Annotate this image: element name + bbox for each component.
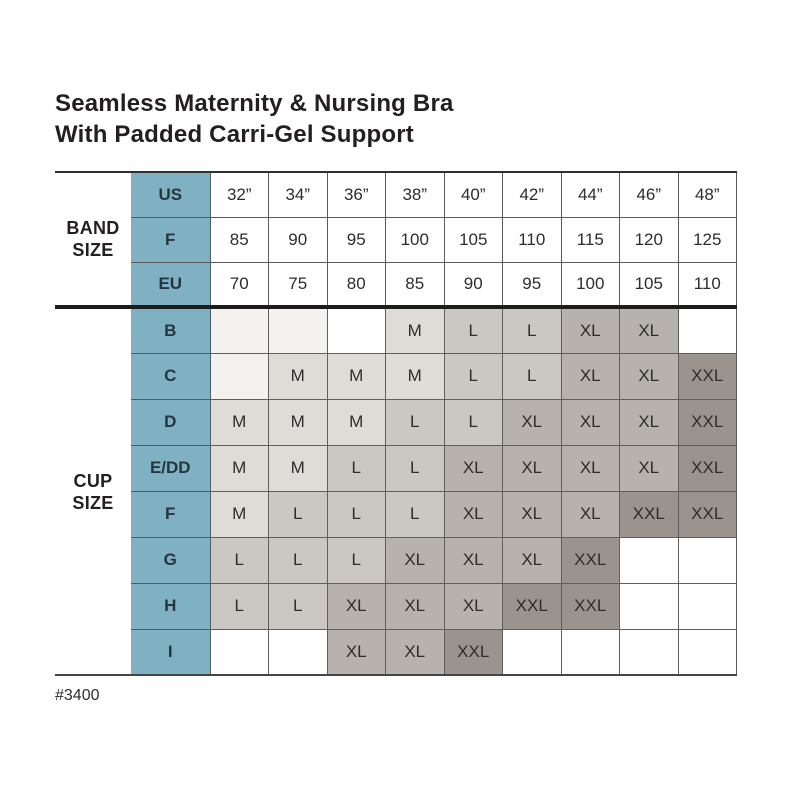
cell-h-46 [620,583,679,629]
cell-e-dd-48: XXL [678,445,737,491]
cup-row-f [55,491,737,537]
row-header-g: G [131,537,210,583]
band-row-us [55,172,737,217]
cell-h-48 [678,583,737,629]
cell-b-40: L [444,307,503,353]
cell-e-dd-34: M [269,445,328,491]
cell-eu-32: 70 [210,262,269,307]
cell-d-42: XL [503,399,562,445]
cell-eu-48: 110 [678,262,737,307]
cell-b-34 [269,307,328,353]
row-header-f: F [131,491,210,537]
cell-eu-42: 95 [503,262,562,307]
cell-c-42: L [503,353,562,399]
title-line-2: With Padded Carri-Gel Support [55,121,414,148]
cell-d-38: L [386,399,445,445]
row-header-us: US [131,172,210,217]
page-title [55,88,454,150]
cell-f-36: 95 [327,217,386,262]
cell-us-32: 32” [210,172,269,217]
cell-f-32: M [210,491,269,537]
cell-f-46: 120 [620,217,679,262]
cell-d-46: XL [620,399,679,445]
cell-e-dd-36: L [327,445,386,491]
title-line-1: Seamless Maternity & Nursing Bra [55,90,454,117]
cell-eu-38: 85 [386,262,445,307]
cell-b-32 [210,307,269,353]
cell-us-48: 48” [678,172,737,217]
cell-f-40: XL [444,491,503,537]
cell-g-42: XL [503,537,562,583]
cell-b-44: XL [561,307,620,353]
cell-f-46: XXL [620,491,679,537]
cell-g-34: L [269,537,328,583]
cup-row-e-dd [55,445,737,491]
cup-row-d [55,399,737,445]
cell-d-36: M [327,399,386,445]
cell-f-48: 125 [678,217,737,262]
row-header-h: H [131,583,210,629]
cell-b-36 [327,307,386,353]
cell-i-32 [210,629,269,675]
cell-eu-34: 75 [269,262,328,307]
cell-us-42: 42” [503,172,562,217]
cup-row-i [55,629,737,675]
cell-b-38: M [386,307,445,353]
cell-f-48: XXL [678,491,737,537]
cell-i-38: XL [386,629,445,675]
size-table [55,171,737,676]
cell-f-34: L [269,491,328,537]
cell-i-46 [620,629,679,675]
cell-b-48 [678,307,737,353]
cell-h-42: XXL [503,583,562,629]
cell-f-38: L [386,491,445,537]
cell-e-dd-40: XL [444,445,503,491]
cell-i-48 [678,629,737,675]
cup-size-label: CUP SIZE [55,307,131,675]
cell-g-36: L [327,537,386,583]
cell-g-48 [678,537,737,583]
cell-h-34: L [269,583,328,629]
cell-eu-44: 100 [561,262,620,307]
cell-e-dd-32: M [210,445,269,491]
cell-f-42: 110 [503,217,562,262]
cell-g-46 [620,537,679,583]
cell-c-48: XXL [678,353,737,399]
cell-h-44: XXL [561,583,620,629]
band-size-label: BAND SIZE [55,172,131,307]
cell-f-44: XL [561,491,620,537]
cup-row-h [55,583,737,629]
cell-e-dd-38: L [386,445,445,491]
cell-g-38: XL [386,537,445,583]
cell-h-40: XL [444,583,503,629]
cell-f-42: XL [503,491,562,537]
cell-g-32: L [210,537,269,583]
cell-b-42: L [503,307,562,353]
row-header-c: C [131,353,210,399]
row-header-b: B [131,307,210,353]
row-header-e-dd: E/DD [131,445,210,491]
cell-i-44 [561,629,620,675]
cell-d-40: L [444,399,503,445]
cell-f-36: L [327,491,386,537]
cell-c-44: XL [561,353,620,399]
cup-row-c [55,353,737,399]
row-header-d: D [131,399,210,445]
row-header-i: I [131,629,210,675]
cell-us-38: 38” [386,172,445,217]
cell-us-44: 44” [561,172,620,217]
cell-f-44: 115 [561,217,620,262]
cell-i-34 [269,629,328,675]
cell-d-44: XL [561,399,620,445]
band-row-f [55,217,737,262]
cell-eu-40: 90 [444,262,503,307]
cell-c-34: M [269,353,328,399]
cell-c-40: L [444,353,503,399]
cell-d-34: M [269,399,328,445]
cup-row-g [55,537,737,583]
cell-f-38: 100 [386,217,445,262]
cell-c-38: M [386,353,445,399]
cell-eu-36: 80 [327,262,386,307]
cell-i-42 [503,629,562,675]
band-row-eu [55,262,737,307]
row-header-eu: EU [131,262,210,307]
cup-row-b [55,307,737,353]
style-number: #3400 [55,687,100,704]
cell-e-dd-42: XL [503,445,562,491]
cell-us-36: 36” [327,172,386,217]
cell-c-36: M [327,353,386,399]
cell-h-32: L [210,583,269,629]
cell-i-40: XXL [444,629,503,675]
cell-h-36: XL [327,583,386,629]
cell-e-dd-46: XL [620,445,679,491]
row-header-f: F [131,217,210,262]
cell-us-46: 46” [620,172,679,217]
cell-us-40: 40” [444,172,503,217]
cell-c-46: XL [620,353,679,399]
cell-f-34: 90 [269,217,328,262]
cell-b-46: XL [620,307,679,353]
cell-g-40: XL [444,537,503,583]
cell-g-44: XXL [561,537,620,583]
cell-i-36: XL [327,629,386,675]
cell-d-32: M [210,399,269,445]
cell-us-34: 34” [269,172,328,217]
cell-h-38: XL [386,583,445,629]
cell-d-48: XXL [678,399,737,445]
cell-e-dd-44: XL [561,445,620,491]
cell-f-40: 105 [444,217,503,262]
cell-f-32: 85 [210,217,269,262]
cell-eu-46: 105 [620,262,679,307]
cell-c-32 [210,353,269,399]
